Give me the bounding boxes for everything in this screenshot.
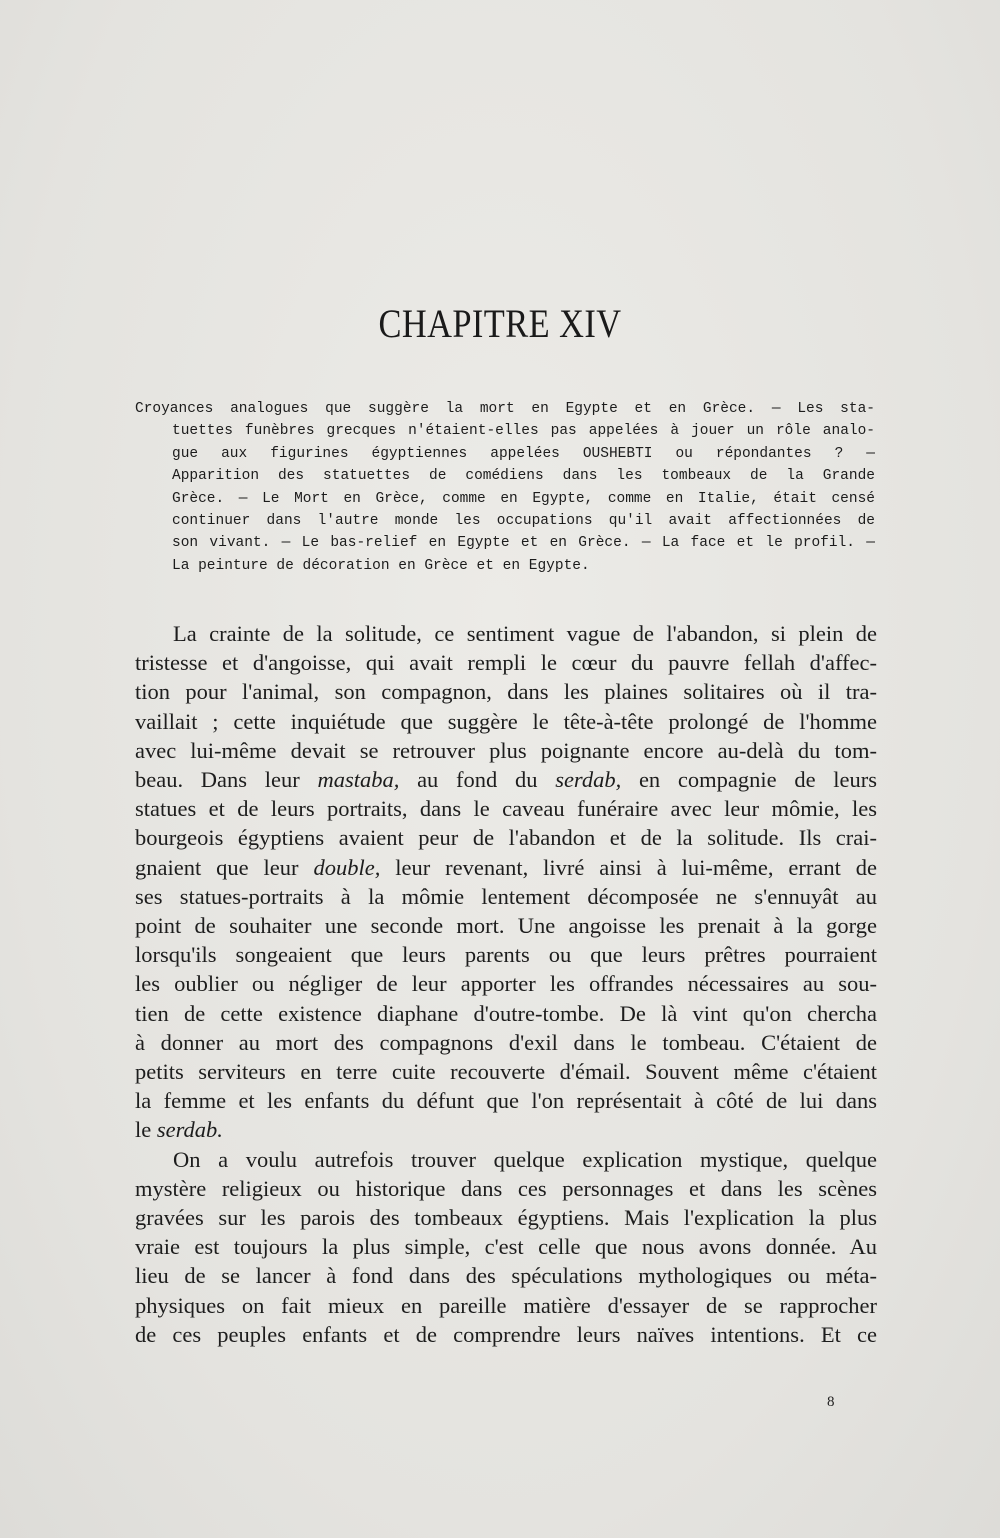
body-line: physiques on fait mieux en pareille matière d'essayer de se rapprocher [135, 1292, 877, 1318]
text-run: leur revenant, livré ainsi à lui-même, errant de [380, 854, 877, 880]
text-run: le [135, 1117, 157, 1143]
body-line [135, 853, 877, 882]
text-run: en compagnie de leurs [621, 767, 878, 793]
body-line [135, 1115, 877, 1144]
italic-term-double: double, [313, 854, 381, 880]
body-line: point de souhaiter une seconde mort. Une angoisse les prenait à la gorge [135, 913, 877, 939]
body-line: à donner au mort des compagnons d'exil dans le tombeau. C'étaient de [135, 1029, 877, 1055]
body-line: statues et de leurs portraits, dans le caveau funéraire avec leur mômie, les [135, 796, 877, 822]
summary-line: Croyances analogues que suggère la mort en Egypte et en Grèce. — Les sta- [135, 401, 875, 417]
signature-mark: 8 [827, 1394, 835, 1410]
body-line: gravées sur les parois des tombeaux égyptiens. Mais l'explication la plus [135, 1205, 877, 1231]
body-line: petits serviteurs en terre cuite recouverte d'émail. Souvent même c'étaient [135, 1059, 877, 1085]
italic-term-serdab: serdab. [156, 1117, 223, 1143]
chapter-summary [135, 398, 875, 577]
body-line: ses statues-portraits à la mômie lentement décomposée ne s'ennuyât au [135, 883, 877, 909]
text-run: gnaient que leur [135, 854, 314, 880]
body-line [135, 765, 877, 794]
body-line: vraie est toujours la plus simple, c'est celle que nous avons donnée. Au [135, 1234, 877, 1260]
summary-line: Apparition des statuettes de comédiens dans les tombeaux de la Grande [172, 468, 875, 485]
summary-line: Grèce. — Le Mort en Grèce, comme en Egypte, comme en Italie, était censé [172, 490, 875, 507]
summary-line: son vivant. — Le bas-relief en Egypte et en Grèce. — La face et le profil. — [172, 535, 875, 552]
body-line: lieu de se lancer à fond dans des spéculations mythologiques ou méta- [135, 1263, 877, 1289]
summary-line: La peinture de décoration en Grèce et en Egypte. [172, 557, 590, 574]
body-line: vaillait ; cette inquiétude que suggère le tête-à-tête prolongé de l'homme [135, 708, 877, 734]
body-line: tien de cette existence diaphane d'outre-tombe. De là vint qu'on chercha [135, 1000, 877, 1026]
body-line: tristesse et d'angoisse, qui avait rempli le cœur du pauvre fellah d'affec- [135, 650, 877, 676]
body-line: la femme et les enfants du défunt que l'on représentait à côté de lui dans [135, 1088, 877, 1114]
body-line: La crainte de la solitude, ce sentiment vague de l'abandon, si plein de [173, 621, 877, 646]
body-line: On a voulu autrefois trouver quelque explication mystique, quelque [173, 1146, 877, 1172]
italic-term-serdab: serdab, [555, 767, 622, 793]
body-line: les oublier ou négliger de leur apporter les offrandes nécessaires au sou- [135, 971, 877, 997]
body-line: bourgeois égyptiens avaient peur de l'abandon et de la solitude. Ils crai- [135, 825, 877, 851]
body-line: tion pour l'animal, son compagnon, dans les plaines solitaires où il tra- [135, 679, 877, 705]
body-text [135, 619, 877, 1349]
summary-line: continuer dans l'autre monde les occupations qu'il avait affectionnées de [172, 513, 875, 530]
text-run: au fond du [399, 767, 556, 793]
body-line: de ces peuples enfants et de comprendre leurs naïves intentions. Et ce [135, 1321, 877, 1347]
chapter-title: CHAPITRE XIV [378, 301, 622, 346]
body-line: avec lui-même devait se retrouver plus poignante encore au-delà du tom- [135, 737, 877, 763]
italic-term-mastaba: mastaba, [317, 767, 400, 793]
body-line: mystère religieux ou historique dans ces personnages et dans les scènes [135, 1175, 877, 1201]
text-run: beau. Dans leur [135, 767, 318, 793]
body-line: lorsqu'ils songeaient que leurs parents ou que leurs prêtres pourraient [135, 942, 877, 968]
summary-line: gue aux figurines égyptiennes appelées OUSHEBTI ou répondantes ? — [172, 445, 875, 462]
summary-line: tuettes funèbres grecques n'étaient-elles pas appelées à jouer un rôle analo- [172, 423, 875, 440]
